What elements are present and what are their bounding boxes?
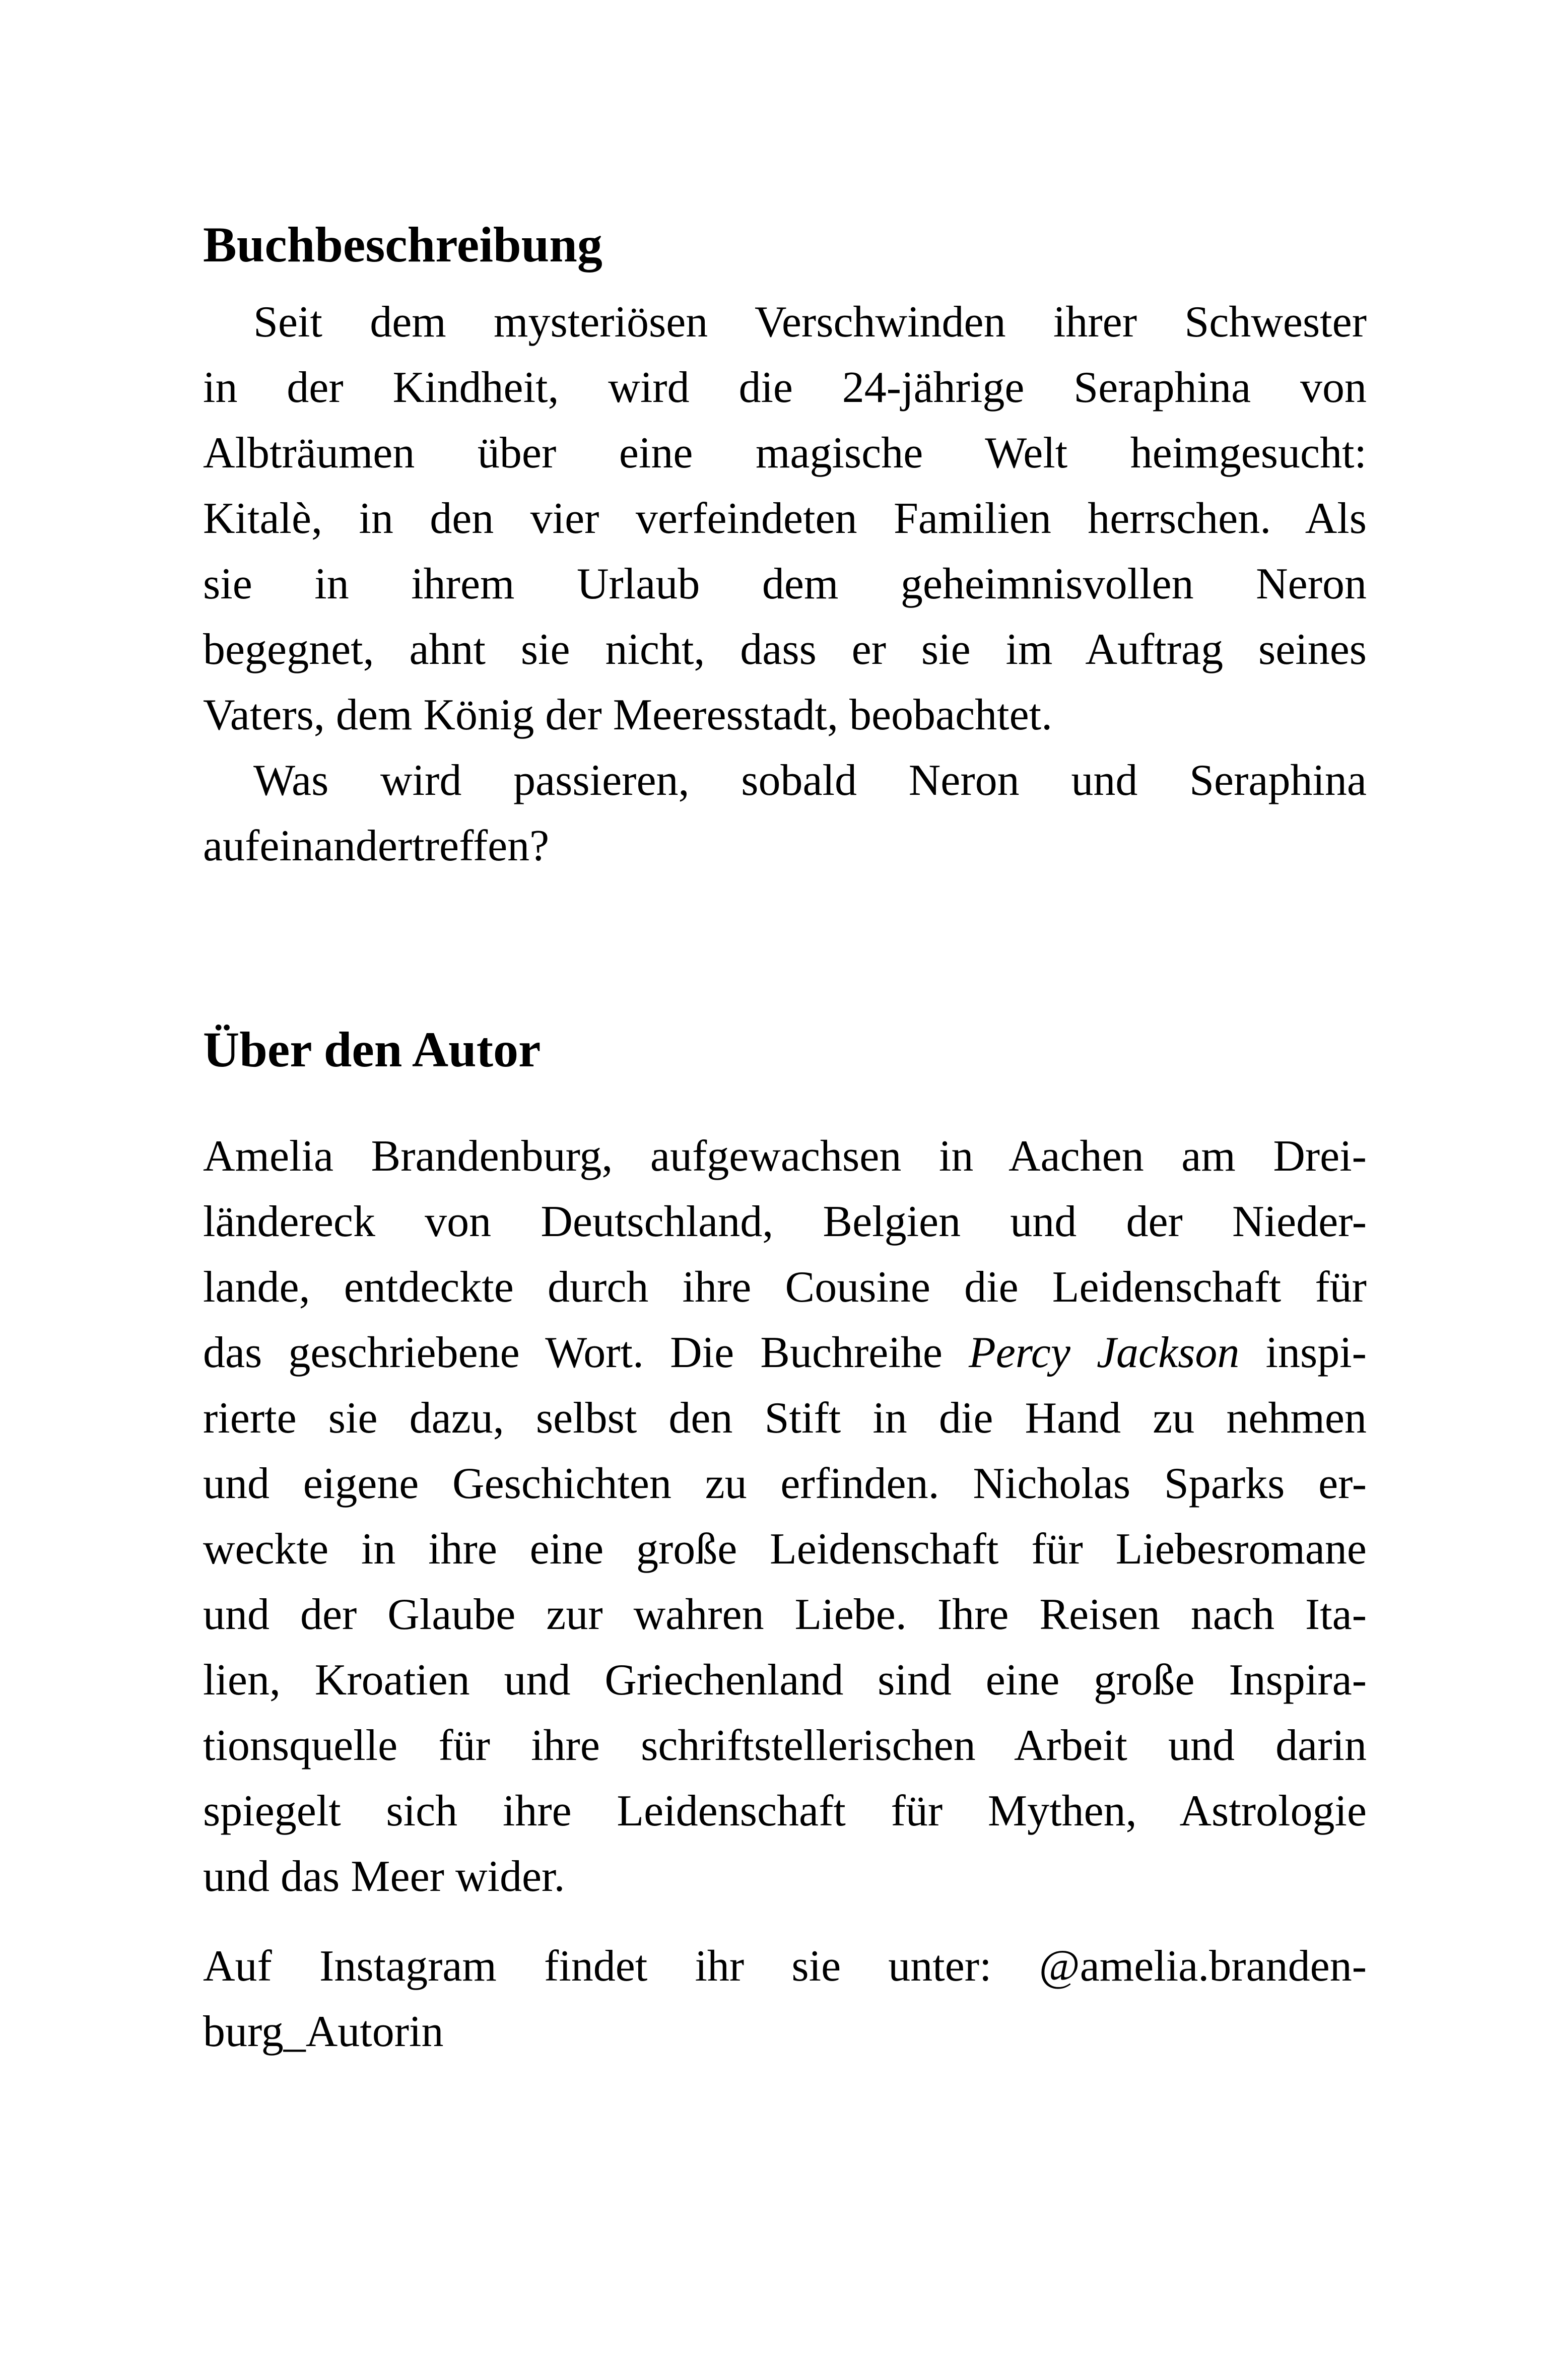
text-line: burg_Autorin bbox=[203, 2007, 444, 2056]
text-line: tionsquelle für ihre schriftstellerischen Arbeit und darin bbox=[203, 1721, 1367, 1770]
italic-book-title: Percy Jackson bbox=[968, 1328, 1240, 1377]
section-buchbeschreibung bbox=[203, 212, 1367, 879]
text-line: Amelia Brandenburg, aufgewachsen in Aachen am Drei- bbox=[203, 1132, 1367, 1181]
text-line: lien, Kroatien und Griechenland sind eine große Inspira- bbox=[203, 1656, 1367, 1705]
text-line: Kitalè, in den vier verfeindeten Familien herrschen. Als bbox=[203, 494, 1367, 543]
text-line: spiegelt sich ihre Leidenschaft für Mythen, Astrologie bbox=[203, 1787, 1367, 1835]
paragraph-author-bio bbox=[203, 1124, 1367, 1910]
text-line: weckte in ihre eine große Leidenschaft für Liebesromane bbox=[203, 1525, 1367, 1574]
text-line: Seit dem mysteriösen Verschwinden ihrer Schwester bbox=[253, 298, 1367, 347]
text-line: sie in ihrem Urlaub dem geheimnisvollen Neron bbox=[203, 560, 1367, 608]
text-line: und das Meer wider. bbox=[203, 1852, 565, 1901]
section-heading-ueber-den-autor: Über den Autor bbox=[203, 1022, 541, 1077]
text-line: aufeinandertreffen? bbox=[203, 822, 550, 870]
text-line: Auf Instagram findet ihr sie unter: @amelia.branden- bbox=[203, 1942, 1367, 1991]
text-line: lande, entdeckte durch ihre Cousine die Leidenschaft für bbox=[203, 1263, 1367, 1312]
paragraph-instagram-handle bbox=[203, 1934, 1367, 2065]
text-line: das geschriebene Wort. Die Buchreihe Percy Jackson inspi- bbox=[203, 1328, 1367, 1377]
text-line: Vaters, dem König der Meeresstadt, beobachtet. bbox=[203, 691, 1053, 739]
text-line: Was wird passieren, sobald Neron und Seraphina bbox=[253, 756, 1367, 805]
paragraph-book-description bbox=[203, 290, 1367, 748]
paragraph-book-question bbox=[203, 748, 1367, 879]
text-line: rierte sie dazu, selbst den Stift in die Hand zu nehmen bbox=[203, 1394, 1367, 1443]
text-line: ländereck von Deutschland, Belgien und der Nieder- bbox=[203, 1197, 1367, 1246]
text-line: und der Glaube zur wahren Liebe. Ihre Reisen nach Ita- bbox=[203, 1590, 1367, 1639]
text-line: begegnet, ahnt sie nicht, dass er sie im Auftrag seines bbox=[203, 625, 1367, 674]
text-line: in der Kindheit, wird die 24-jährige Seraphina von bbox=[203, 363, 1367, 412]
section-heading-buchbeschreibung: Buchbeschreibung bbox=[203, 217, 602, 273]
book-page bbox=[203, 0, 1367, 2065]
text-line: Albträumen über eine magische Welt heimgesucht: bbox=[203, 429, 1367, 478]
section-ueber-den-autor bbox=[203, 1017, 1367, 2065]
text-line: und eigene Geschichten zu erfinden. Nicholas Sparks er- bbox=[203, 1459, 1367, 1508]
